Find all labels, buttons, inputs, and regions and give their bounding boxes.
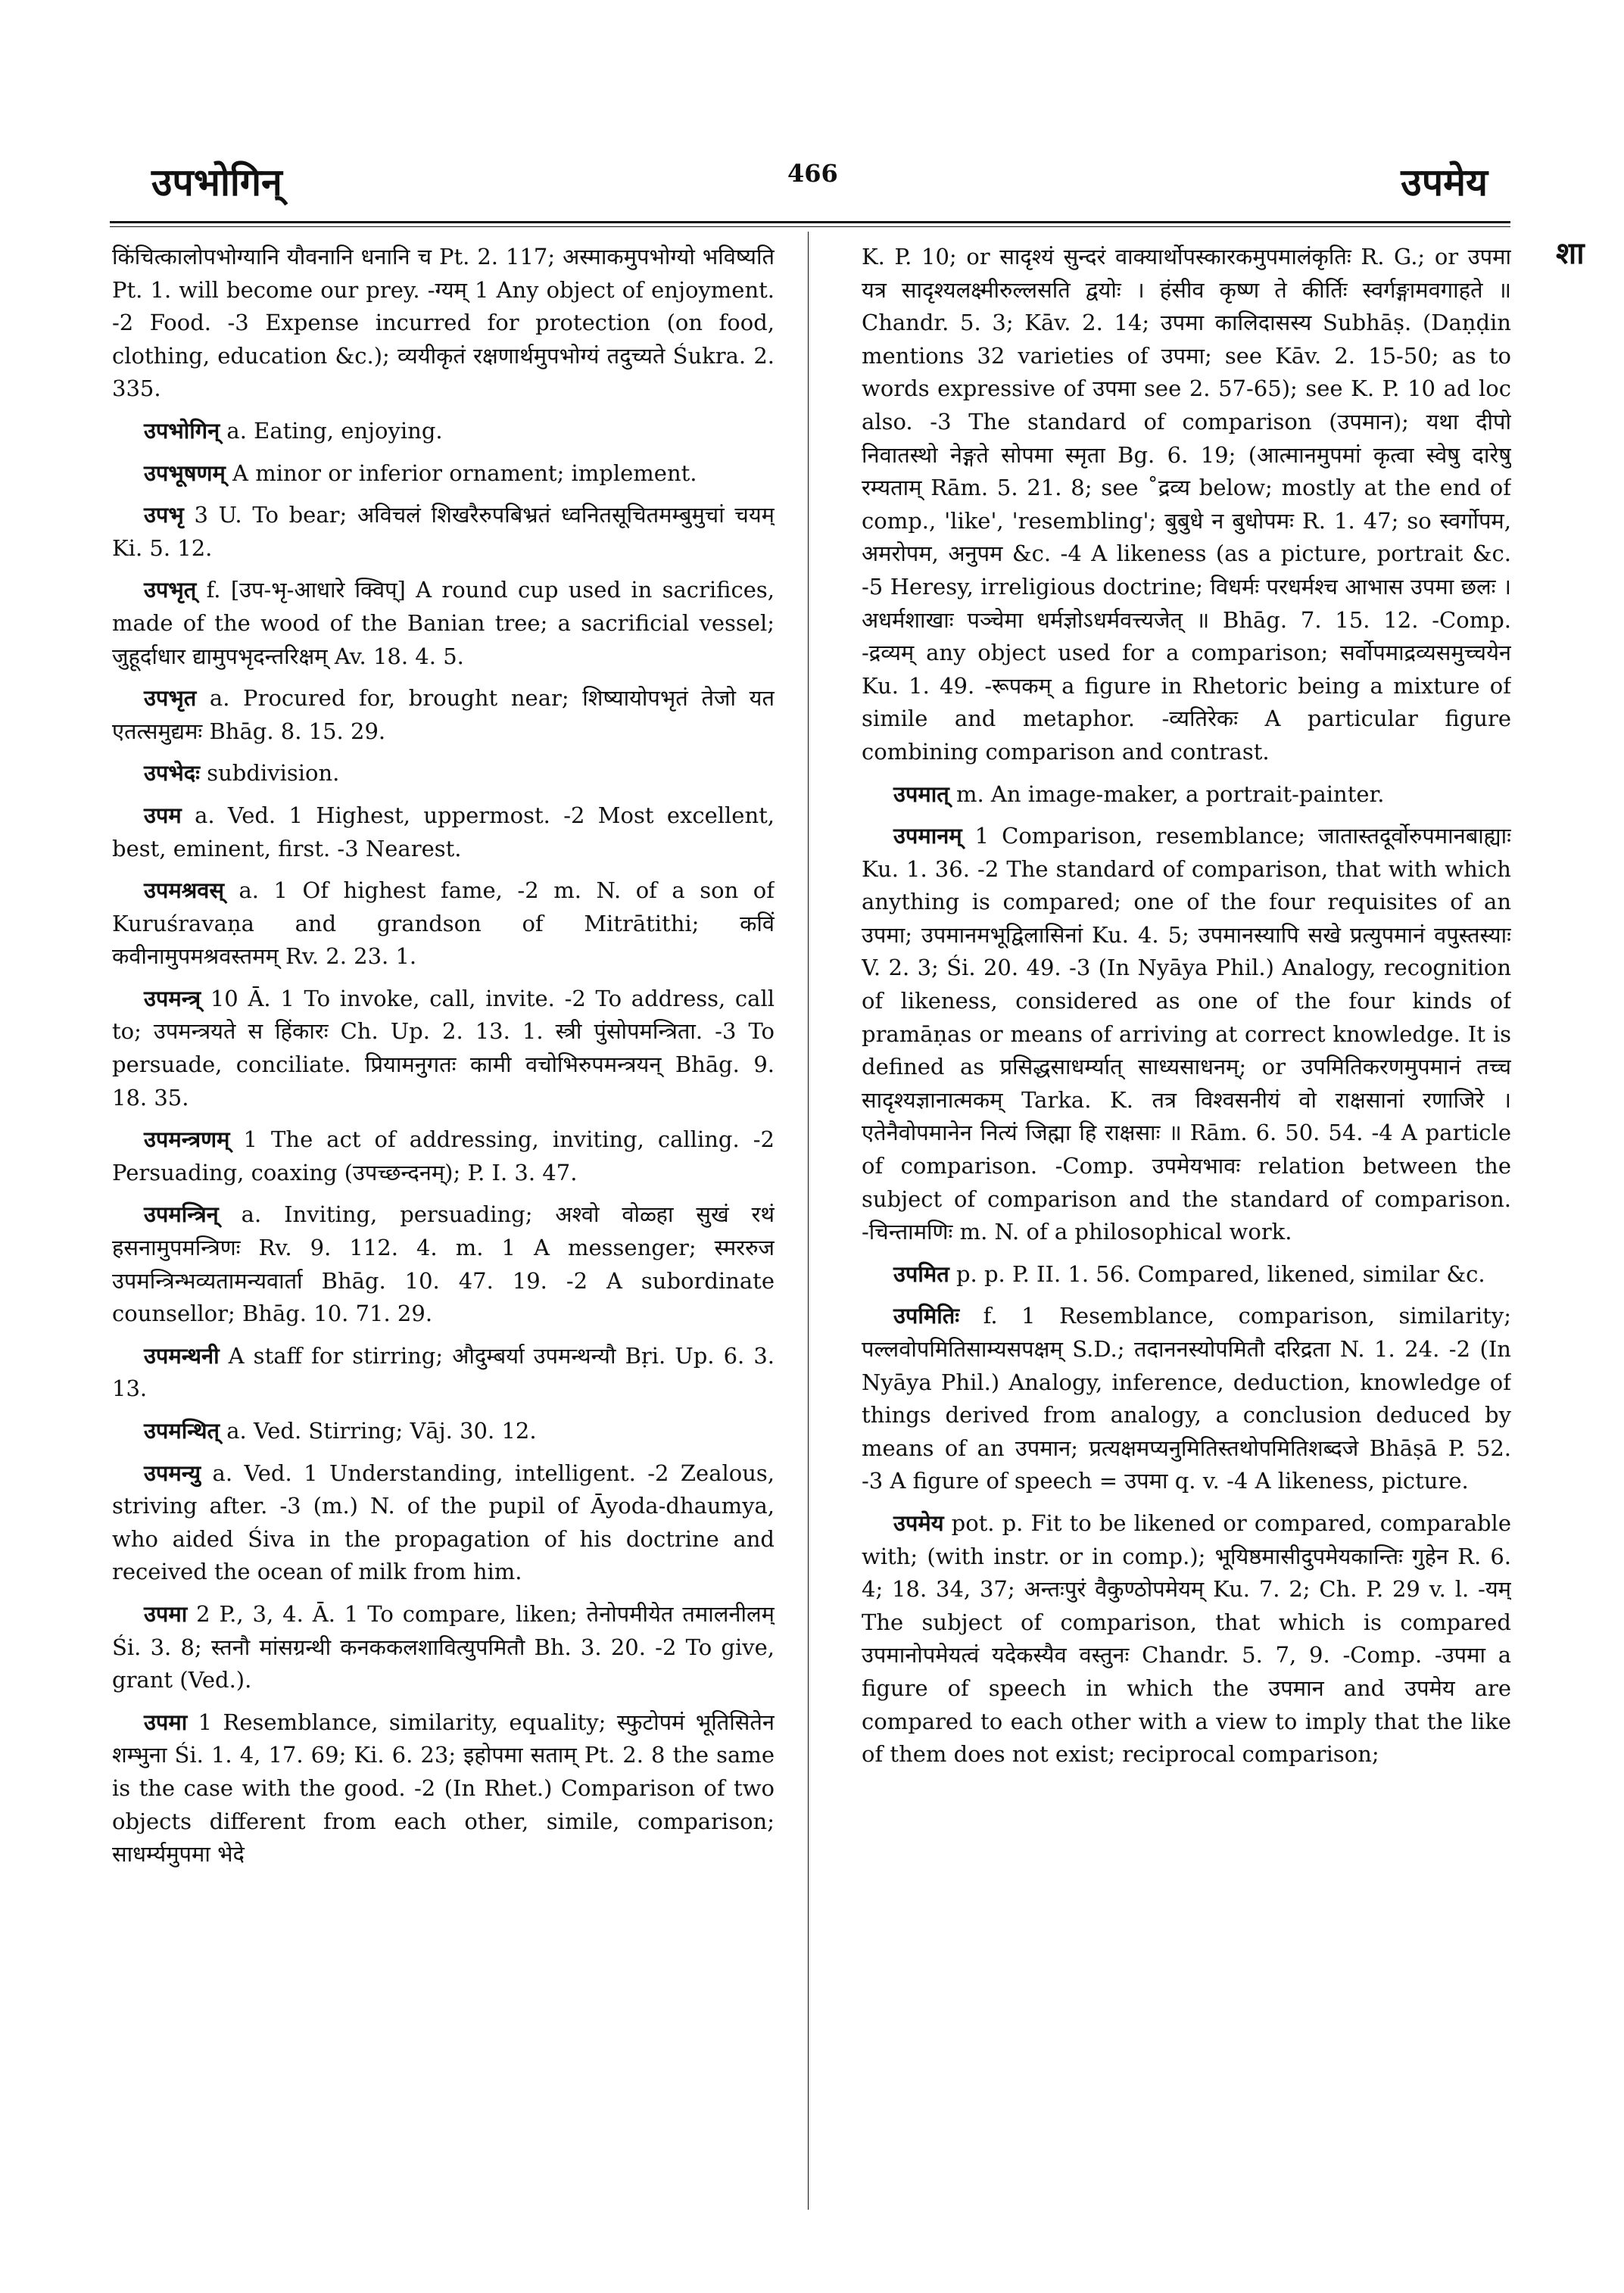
entry-headword: उपमन्थित् bbox=[144, 1418, 220, 1444]
entry-headword: उपम bbox=[144, 802, 182, 828]
entry-headword: उपमन्थनी bbox=[144, 1342, 220, 1369]
dictionary-entry bbox=[112, 1198, 775, 1330]
entry-text: A minor or inferior ornament; implement. bbox=[232, 460, 697, 486]
entry-text: a. Inviting, persuading; अश्वो वोळ्हा सुखं रथं हसनामुपमन्त्रिणः Rv. 9. 112. 4. m. 1 A messenger; स्मररुज उपमन्त्रिन्भव्यतामन्यवार्ता Bhāg. 10. 47. 19. -2 A subordinate counsellor; Bhāg. 10. 71. 29. bbox=[112, 1201, 775, 1327]
entry-headword: उपमात् bbox=[893, 780, 949, 807]
entry-text: 2 P., 3, 4. Ā. 1 To compare, liken; तेनोपमीयेत तमालनीलम् Śi. 3. 8; स्तनौ मांसग्रन्थी कनककलशावित्युपमितौ Bh. 3. 20. -2 To give, grant (Ved.). bbox=[112, 1600, 775, 1693]
entry-text: 10 Ā. 1 To invoke, call, invite. -2 To address, call to; उपमन्त्रयते स हिंकारः Ch. Up. 2. 13. 1. स्त्री पुंसोपमन्त्रिता. -3 To persuade, conciliate. प्रियामनुगतः कामी वचोभिरुपमन्त्रयन् Bhāg. 9. 18. 35. bbox=[112, 985, 775, 1111]
dictionary-entry bbox=[112, 499, 775, 565]
entry-headword: उपमा bbox=[144, 1709, 188, 1735]
entry-headword: उपभोगिन् bbox=[144, 417, 220, 444]
entry-text: pot. p. Fit to be likened or compared, comparable with; (with instr. or in comp.); भूयिष्ठमासीदुपमेयकान्तिः गुहेन R. 6. 4; 18. 34, 37; अन्तःपुरं वैकुण्ठोपमेयम् Ku. 7. 2; Ch. P. 29 v. l. -यम् The subject of comparison, that which is compared उपमानोपमेयत्वं यदेकस्यैव वस्तुनः Chandr. 5. 7, 9. -Comp. -उपमा a figure of speech in which the उपमान and उपमेय are compared to each other with a view to imply that the like of them does not exist; reciprocal comparison; bbox=[862, 1509, 1511, 1768]
entry-text: किंचित्कालोपभोग्यानि यौवनानि धनानि च Pt. 2. 117; अस्माकमुपभोग्यो भविष्यति Pt. 1. will become our prey. -ग्यम् 1 Any object of enjoyment. -2 Food. -3 Expense incurred for protection (on food, clothing, education &c.); व्ययीकृतं रक्षणार्थमुपभोग्यं तदुच्यते Śukra. 2. 335. bbox=[112, 244, 775, 402]
side-mark: शा bbox=[1556, 236, 1585, 271]
entry-headword: उपभृत bbox=[144, 685, 197, 712]
right-column bbox=[862, 241, 1511, 2270]
entry-text: a. Ved. Stirring; Vāj. 30. 12. bbox=[226, 1418, 537, 1444]
dictionary-entry bbox=[112, 682, 775, 748]
entry-text: a. Ved. 1 Understanding, intelligent. -2 Zealous, striving after. -3 (m.) N. of the pupil of Āyoda-dhaumya, who aided Śiva in the propagation of his doctrine and received the ocean of milk from him. bbox=[112, 1460, 775, 1585]
dictionary-entry bbox=[862, 1300, 1511, 1498]
page-header bbox=[0, 0, 1624, 227]
dictionary-entry bbox=[112, 983, 775, 1114]
entry-text: m. An image-maker, a portrait-painter. bbox=[955, 780, 1385, 807]
header-rule-thin bbox=[110, 226, 1510, 227]
entry-text: 1 The act of addressing, inviting, calling. -2 Persuading, coaxing (उपच्छन्दनम्); P. I. 3. 47. bbox=[112, 1126, 775, 1185]
entry-text: a. Procured for, brought near; शिष्यायोपभृतं तेजो यत एतत्समुद्यमः Bhāg. 8. 15. 29. bbox=[112, 685, 775, 744]
dictionary-entry bbox=[862, 778, 1511, 812]
right-running-headword: उपमेय bbox=[1401, 160, 1488, 204]
entry-text: a. Eating, enjoying. bbox=[226, 417, 443, 444]
entry-headword: उपमानम् bbox=[893, 823, 962, 849]
entry-headword: उपमन्यु bbox=[144, 1460, 201, 1486]
dictionary-entry bbox=[112, 574, 775, 673]
header-rule bbox=[110, 221, 1510, 223]
entry-text: f. 1 Resemblance, comparison, similarity; पल्लवोपमितिसाम्यसपक्षम् S.D.; तदाननस्योपमितौ दरिद्रता N. 1. 24. -2 (In Nyāya Phil.) Analogy, inference, deduction, knowledge of things derived from analogy, a conclusion deduced by means of an उपमान; प्रत्यक्षमप्यनुमितिस्तथोपमितिशब्दजे Bhāṣā P. 52. -3 A figure of speech = उपमा q. v. -4 A likeness, picture. bbox=[862, 1303, 1511, 1494]
dictionary-entry bbox=[112, 1598, 775, 1697]
entry-headword: उपमन्त्र् bbox=[144, 985, 201, 1011]
entry-headword: उपमित bbox=[893, 1260, 949, 1287]
entry-headword: उपमा bbox=[144, 1600, 188, 1627]
dictionary-entry bbox=[112, 415, 775, 448]
entry-headword: उपभृत् bbox=[144, 577, 197, 603]
entry-text: 1 Resemblance, similarity, equality; स्फुटोपमं भूतिसितेन शम्भुना Śi. 1. 4, 17. 69; Ki. 6. 23; इहोपमा सताम् Pt. 2. 8 the same is the case with the good. -2 (In Rhet.) Comparison of two objects different from each other, simile, comparison; साधर्म्यमुपमा भेदे bbox=[112, 1709, 775, 1868]
entry-text: a. Ved. 1 Highest, uppermost. -2 Most excellent, best, eminent, first. -3 Nearest. bbox=[112, 802, 775, 861]
dictionary-entry bbox=[112, 1415, 775, 1448]
dictionary-entry bbox=[112, 799, 775, 865]
entry-headword: उपमश्रवस् bbox=[144, 877, 224, 904]
page-number: 466 bbox=[787, 159, 838, 188]
entry-headword: उपमन्त्रिन् bbox=[144, 1201, 219, 1228]
dictionary-entry bbox=[112, 1457, 775, 1589]
dictionary-entry bbox=[862, 241, 1511, 769]
entry-text: 3 U. To bear; अविचलं शिखरैरुपबिभ्रतं ध्वनितसूचितमम्बुमुचां चयम् Ki. 5. 12. bbox=[112, 502, 775, 561]
entry-text: A staff for stirring; औदुम्बर्या उपमन्थन्यौ Bṛi. Up. 6. 3. 13. bbox=[112, 1342, 775, 1402]
entry-text: a. 1 Of highest fame, -2 m. N. of a son of Kuruśravaṇa and grandson of Mitrātithi; कविं कवीनामुपमश्रवस्तमम् Rv. 2. 23. 1. bbox=[112, 877, 775, 970]
left-column bbox=[112, 241, 775, 2270]
dictionary-entry bbox=[112, 874, 775, 974]
dictionary-entry bbox=[862, 1258, 1511, 1291]
dictionary-entry bbox=[862, 820, 1511, 1249]
entry-headword: उपभेदः bbox=[144, 760, 201, 787]
entry-headword: उपभूषणम् bbox=[144, 460, 226, 486]
dictionary-entry bbox=[112, 1123, 775, 1189]
dictionary-entry bbox=[112, 1706, 775, 1871]
entry-text: subdivision. bbox=[207, 760, 340, 787]
entry-headword: उपमितिः bbox=[893, 1303, 960, 1329]
column-divider bbox=[808, 232, 809, 2210]
dictionary-entry bbox=[112, 241, 775, 406]
dictionary-entry bbox=[862, 1507, 1511, 1771]
entry-text: K. P. 10; or सादृश्यं सुन्दरं वाक्यार्थोपस्कारकमुपमालंकृतिः R. G.; or उपमा यत्र सादृश्यलक्ष्मीरुल्लसति द्वयोः । हंसीव कृष्ण ते कीर्तिः स्वर्गङ्गामवगाहते ॥ Chandr. 5. 3; Kāv. 2. 14; उपमा कालिदासस्य Subhāṣ. (Daṇḍin mentions 32 varieties of उपमा; see Kāv. 2. 15-50; as to words expressive of उपमा see 2. 57-65); see K. P. 10 ad loc also. -3 The standard of comparison (उपमान); यथा दीपो निवातस्थो नेङ्गते सोपमा स्मृता Bg. 6. 19; (आत्मानमुपमां कृत्वा स्वेषु दारेषु रम्यताम् Rām. 5. 21. 8; see ˚द्रव्य below; mostly at the end of comp., 'like', 'resembling'; बुबुधे न बुधोपमः R. 1. 47; so स्वर्गोपम, अमरोपम, अनुपम &c. -4 A likeness (as a picture, portrait &c. -5 Heresy, irreligious doctrine; विधर्मः परधर्मश्च आभास उपमा छलः । अधर्मशाखाः पञ्चेमा धर्मज्ञोऽधर्मवत्त्यजेत् ॥ Bhāg. 7. 15. 12. -Comp. -द्रव्यम् any object used for a comparison; सर्वोपमाद्रव्यसमुच्चयेन Ku. 1. 49. -रूपकम् a figure in Rhetoric being a mixture of simile and metaphor. -व्यतिरेकः A particular figure combining comparison and contrast. bbox=[862, 244, 1511, 765]
entry-headword: उपमन्त्रणम् bbox=[144, 1126, 230, 1153]
entry-text: f. [उप-भृ-आधारे क्विप्] A round cup used in sacrifices, made of the wood of the Banian tree; a sacrificial vessel; जुहूर्दाधार द्यामुपभृदन्तरिक्षम् Av. 18. 4. 5. bbox=[112, 577, 775, 669]
entry-text: 1 Comparison, resemblance; जातास्तदूर्वोरुपमानबाह्याः Ku. 1. 36. -2 The standard of comparison, that with which anything is compared; one of the four requisites of an उपमा; उपमानमभूद्विलासिनां Ku. 4. 5; उपमानस्यापि सखे प्रत्युपमानं वपुस्तस्याः V. 2. 3; Śi. 20. 49. -3 (In Nyāya Phil.) Analogy, recognition of likeness, considered as one of the four kinds of pramāṇas or means of arriving at correct knowledge. It is defined as प्रसिद्धसाधर्म्यात् साध्यसाधनम्; or उपमितिकरणमुपमानं तच्च सादृश्यज्ञानात्मकम् Tarka. K. तत्र विश्वसनीयं वो राक्षसानां रणाजिरे । एतेनैवोपमानेन नित्यं जिह्मा हि राक्षसाः ॥ Rām. 6. 50. 54. -4 A particle of comparison. -Comp. उपमेयभावः relation between the subject of comparison and the standard of comparison. -चिन्तामणिः m. N. of a philosophical work. bbox=[862, 823, 1511, 1245]
dictionary-entry bbox=[112, 457, 775, 491]
entry-text: p. p. P. II. 1. 56. Compared, likened, similar &c. bbox=[955, 1260, 1485, 1287]
entry-headword: उपभृ bbox=[144, 502, 184, 528]
left-running-headword: उपभोगिन् bbox=[151, 160, 282, 204]
entry-headword: उपमेय bbox=[893, 1509, 944, 1536]
dictionary-entry bbox=[112, 757, 775, 790]
dictionary-entry bbox=[112, 1340, 775, 1406]
